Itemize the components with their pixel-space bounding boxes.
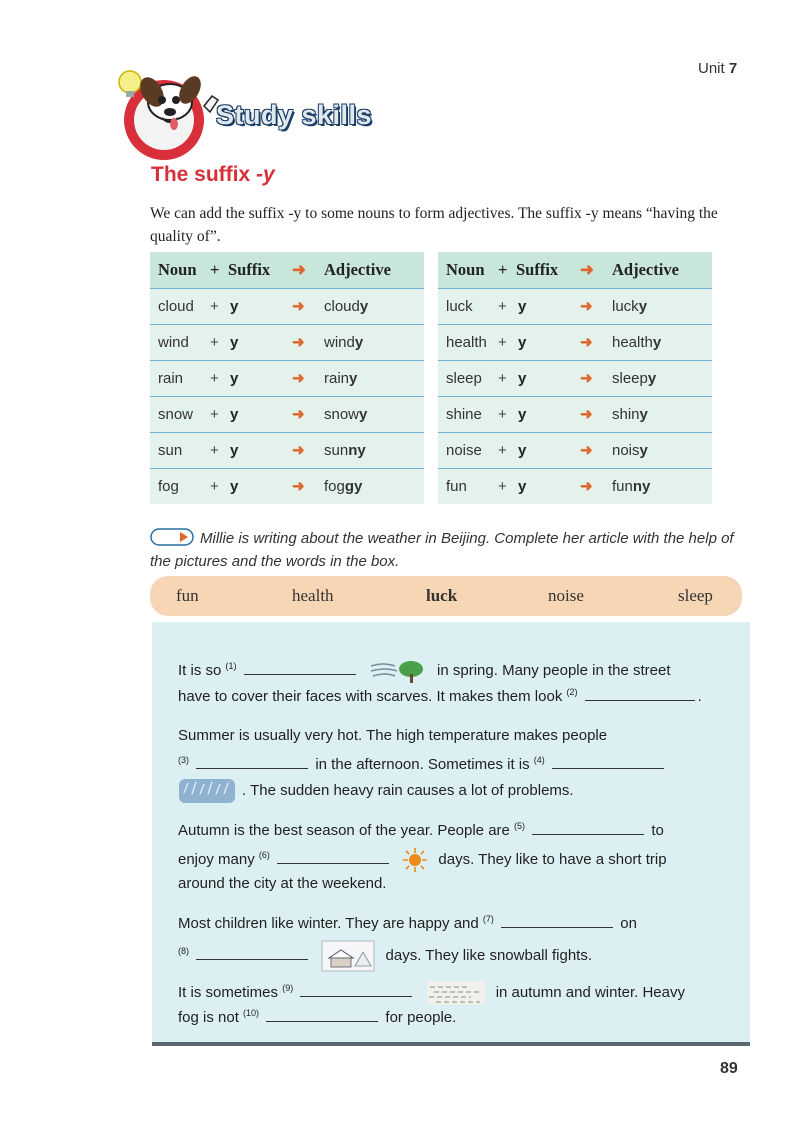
row-adjective <box>612 433 648 469</box>
row-noun: luck <box>446 298 473 315</box>
header-noun: Noun <box>446 260 485 279</box>
foggy-icon <box>426 980 486 1006</box>
word-fun: fun <box>176 586 199 605</box>
text: enjoy many <box>178 850 255 868</box>
blank-number: (7) <box>482 914 494 924</box>
row-noun: health <box>446 334 487 351</box>
adjective-stem: shin <box>612 406 640 423</box>
table-row <box>438 432 712 468</box>
blank-5[interactable] <box>532 820 644 835</box>
row-suffix: y <box>518 370 527 387</box>
word-noise: noise <box>548 586 584 605</box>
article-line-2 <box>178 686 702 705</box>
blank-number: (1) <box>225 660 237 671</box>
row-suffix: y <box>230 334 239 351</box>
article-line-8: around the city at the weekend. <box>178 875 387 892</box>
adjective-stem: cloud <box>324 298 360 315</box>
blank-number: (6) <box>258 849 270 860</box>
word-luck: luck <box>426 586 458 605</box>
table-row <box>150 432 424 468</box>
table-header <box>150 252 424 288</box>
word-health: health <box>292 586 334 605</box>
row-plus: + <box>210 298 219 315</box>
adjective-ending: y <box>639 406 648 423</box>
table-row <box>438 468 712 504</box>
article-line-1 <box>178 658 671 684</box>
blank-8[interactable] <box>196 945 308 960</box>
row-arrow-icon: ➜ <box>292 298 305 315</box>
blank-number: (2) <box>566 687 578 697</box>
unit-label <box>698 60 737 77</box>
adjective-stem: snow <box>324 406 360 423</box>
row-plus: + <box>498 442 507 459</box>
row-noun: fog <box>158 478 179 495</box>
blank-6[interactable] <box>277 849 389 864</box>
article-line-12 <box>178 1007 456 1026</box>
adjective-ending: y <box>638 298 648 315</box>
blank-number: (9) <box>282 982 294 993</box>
row-plus: + <box>498 298 507 315</box>
row-plus: + <box>498 406 507 423</box>
row-adjective <box>612 289 647 325</box>
blank-number: (4) <box>533 755 545 765</box>
row-noun: fun <box>446 478 467 495</box>
blank-3[interactable] <box>196 754 308 769</box>
row-arrow-icon: ➜ <box>292 406 305 423</box>
blank-9[interactable] <box>300 982 412 997</box>
rain-icon <box>178 778 236 804</box>
row-arrow-icon: ➜ <box>292 478 305 495</box>
row-suffix: y <box>230 478 239 495</box>
adjective-stem: luck <box>612 298 639 315</box>
article-line-6 <box>178 820 664 839</box>
row-arrow-icon: ➜ <box>292 442 305 459</box>
unit-number: 7 <box>728 60 738 77</box>
row-suffix: y <box>518 406 527 423</box>
lesson-heading <box>151 163 275 187</box>
row-arrow-icon: ➜ <box>580 442 593 459</box>
adjective-ending: y <box>639 442 648 459</box>
table-row <box>150 468 424 504</box>
blank-2[interactable] <box>585 686 695 701</box>
instruction-text: Millie is writing about the weather in Beijing. Complete her article with the help of the pictures and the words in the box. <box>150 530 734 570</box>
text: on <box>620 915 637 932</box>
row-arrow-icon: ➜ <box>580 478 593 495</box>
section-title: Study skills <box>216 100 373 130</box>
row-noun: sun <box>158 442 183 459</box>
header-plus: + <box>498 260 508 279</box>
row-suffix: y <box>518 334 527 351</box>
blank-4[interactable] <box>552 754 664 769</box>
row-arrow-icon: ➜ <box>292 334 305 351</box>
word-box <box>150 576 742 616</box>
table-row <box>150 360 424 396</box>
blank-7[interactable] <box>501 913 613 928</box>
article-line-10 <box>178 940 592 972</box>
row-plus: + <box>210 370 219 387</box>
header-suffix: Suffix <box>228 260 271 279</box>
table-row <box>438 324 712 360</box>
row-noun: noise <box>446 442 482 459</box>
adjective-ending: y <box>647 370 657 387</box>
article-line-5 <box>178 778 574 804</box>
header-arrow-icon: ➜ <box>292 260 306 279</box>
adjective-ending: y <box>349 370 358 387</box>
adjective-ending: y <box>359 406 368 423</box>
row-adjective <box>324 397 367 433</box>
table-rows <box>438 288 712 504</box>
blank-number: (8) <box>178 945 189 956</box>
header-arrow-icon: ➜ <box>580 260 594 279</box>
row-suffix: y <box>230 406 239 423</box>
sun-icon <box>402 847 428 873</box>
header-noun: Noun <box>158 260 197 279</box>
blank-number: (5) <box>514 821 526 831</box>
header-suffix: Suffix <box>516 260 559 279</box>
heading-suffix: -y <box>256 163 275 186</box>
adjective-ending: ny <box>348 442 366 459</box>
text: It is sometimes <box>178 983 279 1001</box>
header-plus: + <box>210 260 220 279</box>
text: . <box>697 688 702 705</box>
row-adjective <box>612 325 661 361</box>
row-arrow-icon: ➜ <box>580 406 593 423</box>
windy-tree-icon <box>369 658 427 684</box>
row-arrow-icon: ➜ <box>292 370 305 387</box>
row-plus: + <box>210 478 219 495</box>
adjective-stem: health <box>612 334 653 351</box>
adjective-stem: rain <box>324 370 350 387</box>
table-row <box>438 396 712 432</box>
table-row <box>150 396 424 432</box>
row-arrow-icon: ➜ <box>580 370 593 387</box>
table-row <box>150 324 424 360</box>
adjective-stem: wind <box>324 334 355 351</box>
row-plus: + <box>498 478 507 495</box>
mascot-dog-icon <box>112 62 232 162</box>
table-header <box>438 252 712 288</box>
adjective-ending: ny <box>632 478 651 495</box>
text: fog is not <box>178 1009 239 1026</box>
text: Most children like winter. They are happy and <box>178 915 479 932</box>
row-noun: snow <box>158 406 194 423</box>
heading-prefix: The suffix <box>151 163 251 186</box>
text: to <box>651 822 664 839</box>
adjective-ending: y <box>359 298 369 315</box>
blank-1[interactable] <box>244 660 356 675</box>
row-suffix: y <box>230 370 239 387</box>
blank-10[interactable] <box>266 1007 378 1022</box>
page-number: 89 <box>720 1060 738 1077</box>
row-plus: + <box>210 442 219 459</box>
article-line-11 <box>178 980 685 1006</box>
intro-paragraph: We can add the suffix -y to some nouns to form adjectives. The suffix -y means “having the quality of”. <box>150 205 718 245</box>
row-suffix: y <box>230 298 239 315</box>
article-line-9 <box>178 913 637 932</box>
blank-number: (10) <box>243 1008 260 1018</box>
row-adjective <box>324 361 357 397</box>
audio-tag-icon <box>150 528 194 546</box>
article-line-7 <box>178 847 667 873</box>
table-rows <box>150 288 424 504</box>
adjective-stem: sleep <box>612 370 648 387</box>
adjective-ending: gy <box>344 478 363 495</box>
row-noun: sleep <box>446 370 482 387</box>
adjective-ending: y <box>652 334 662 351</box>
blank-number: (3) <box>178 755 189 765</box>
adjective-stem: fog <box>324 478 345 495</box>
row-noun: cloud <box>158 298 194 315</box>
row-adjective <box>324 325 363 361</box>
header-adjective: Adjective <box>612 260 679 279</box>
article-line-3: Summer is usually very hot. The high temperature makes people <box>178 727 608 744</box>
row-plus: + <box>210 334 219 351</box>
text: Autumn is the best season of the year. People are <box>178 822 510 839</box>
snow-house-icon <box>321 940 375 972</box>
text: in spring. Many people in the street <box>437 661 671 679</box>
exercise-instruction <box>150 527 740 573</box>
text: have to cover their faces with scarves. It makes them look <box>178 688 563 705</box>
row-suffix: y <box>518 298 527 315</box>
text: in autumn and winter. Heavy <box>495 983 685 1001</box>
row-plus: + <box>498 370 507 387</box>
row-suffix: y <box>230 442 239 459</box>
row-plus: + <box>498 334 507 351</box>
row-noun: shine <box>446 406 482 423</box>
header-adjective: Adjective <box>324 260 391 279</box>
adjective-stem: fun <box>612 478 633 495</box>
text: days. They like snowball fights. <box>385 946 593 964</box>
row-arrow-icon: ➜ <box>580 298 593 315</box>
table-row <box>438 360 712 396</box>
suffix-table-left <box>150 252 424 504</box>
text: in the afternoon. Sometimes it is <box>315 756 530 773</box>
row-adjective <box>324 433 366 469</box>
row-suffix: y <box>518 478 527 495</box>
row-adjective <box>612 397 648 433</box>
row-suffix: y <box>518 442 527 459</box>
adjective-stem: nois <box>612 442 640 459</box>
row-arrow-icon: ➜ <box>580 334 593 351</box>
row-noun: wind <box>158 334 189 351</box>
table-row <box>438 288 712 324</box>
suffix-table-right <box>438 252 712 504</box>
table-row <box>150 288 424 324</box>
word-sleep: sleep <box>678 586 713 605</box>
row-plus: + <box>210 406 219 423</box>
unit-label-text: Unit <box>698 60 725 77</box>
text: . The sudden heavy rain causes a lot of problems. <box>242 781 574 799</box>
text: days. They like to have a short trip <box>438 850 667 868</box>
row-adjective <box>324 289 368 325</box>
adjective-ending: y <box>354 334 364 351</box>
text: It is so <box>178 661 222 679</box>
adjective-stem: sun <box>324 442 349 459</box>
row-adjective <box>324 469 362 505</box>
text: for people. <box>385 1009 457 1026</box>
row-adjective <box>612 469 650 505</box>
row-noun: rain <box>158 370 184 387</box>
row-adjective <box>612 361 656 397</box>
article-line-4 <box>178 754 667 773</box>
